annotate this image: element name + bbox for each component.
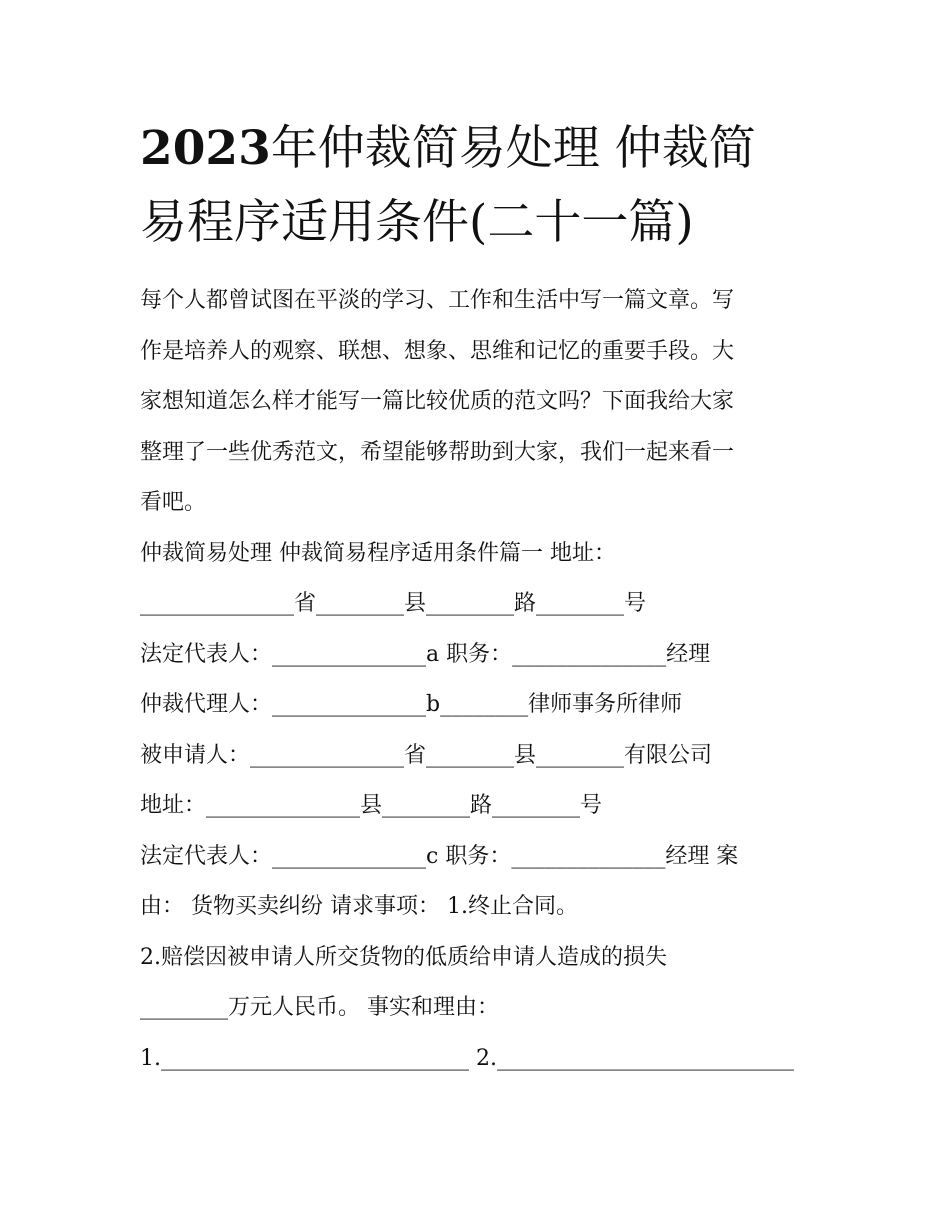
respondent-legal-rep-line: 法定代表人：______________c 职务：______________经理 案 [140,843,739,869]
title-line-1-text: 年仲裁简易处理 仲裁简 [270,121,756,176]
document-body [140,276,820,1084]
address-fill-line: ______________省________县________路________号 [140,591,647,616]
intro-line: 每个人都曾试图在平淡的学习、工作和生活中写一篇文章。写 [140,288,735,313]
intro-line: 看吧。 [140,490,207,515]
amount-facts-line: ________万元人民币。 事实和理由： [140,995,499,1020]
respondent-line: 被申请人：______________省________县________有限公司 [140,742,713,768]
intro-line: 整理了一些优秀范文，希望能够帮助到大家，我们一起来看一 [140,439,735,465]
title-line-1 [140,112,830,186]
intro-line: 家想知道怎么样才能写一篇比较优质的范文吗？下面我给大家 [140,389,735,414]
claims-line: 由： 货物买卖纠纷 请求事项： 1.终止合同。 [140,894,578,919]
title-line-2: 易程序适用条件(二十一篇) [140,195,694,250]
respondent-address-line: 地址：______________县________路________号 [140,793,603,818]
title-year: 2023 [140,121,271,176]
section-heading-line: 仲裁简易处理 仲裁简易程序适用条件篇一 地址： [140,540,616,566]
document-title [140,112,830,260]
legal-rep-line: 法定代表人：______________a 职务：______________经理 [140,641,711,667]
intro-line: 作是培养人的观察、联想、想象、思维和记忆的重要手段。大 [140,338,735,364]
facts-blanks-line: 1.____________________________ 2.___________________________ [140,1045,794,1071]
arbitration-agent-line: 仲裁代理人：______________b________律师事务所律师 [140,692,683,717]
compensation-line: 2.赔偿因被申请人所交货物的低质给申请人造成的损失 [140,944,667,970]
